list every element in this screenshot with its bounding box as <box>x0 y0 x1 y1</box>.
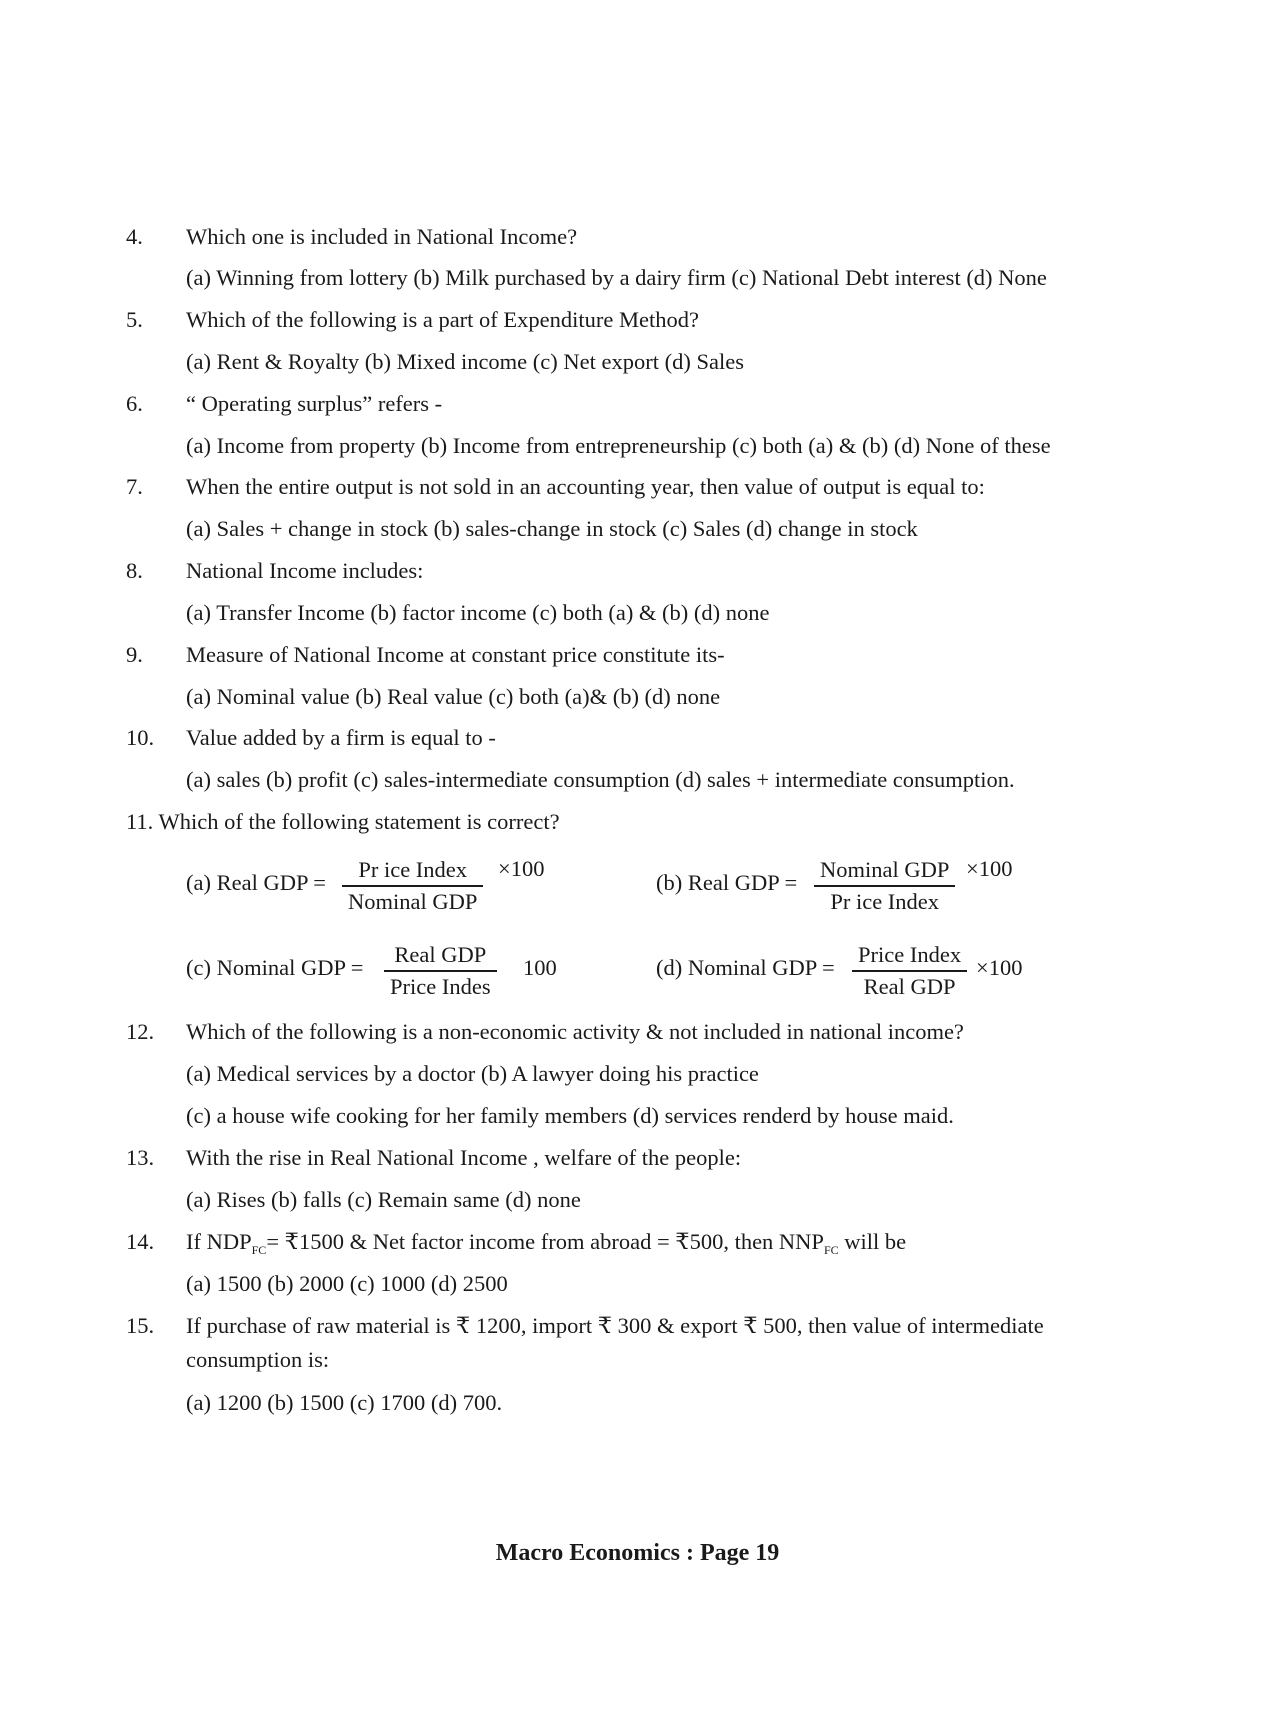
question-text: If purchase of raw material is ₹ 1200, import ₹ 300 & export ₹ 500, then value of intermediate <box>186 1313 1044 1338</box>
question-number: 9. <box>126 642 143 667</box>
question-12-options-line1: (a) Medical services by a doctor (b) A lawyer doing his practice <box>186 1061 759 1086</box>
question-8-options: (a) Transfer Income (b) factor income (c) both (a) & (b) (d) none <box>186 600 770 625</box>
question-text: National Income includes: <box>186 558 424 583</box>
question-text: Which of the following is a part of Expenditure Method? <box>186 307 699 332</box>
question-text: Which one is included in National Income? <box>186 224 578 249</box>
page-footer <box>0 1540 1275 1567</box>
question-text: With the rise in Real National Income , welfare of the people: <box>186 1145 742 1170</box>
question-number: 7. <box>126 474 143 499</box>
page-number: Page 19 <box>699 1540 780 1566</box>
question-text: “ Operating surplus” refers - <box>186 391 443 416</box>
question-text: Measure of National Income at constant price constitute its- <box>186 642 725 667</box>
question-number: 14. <box>126 1229 155 1254</box>
question-13-options: (a) Rises (b) falls (c) Remain same (d) none <box>186 1187 581 1212</box>
q14-text-part3: will be <box>838 1229 907 1254</box>
question-number: 5. <box>126 307 143 332</box>
question-text <box>186 1227 906 1265</box>
formula-label: (d) Nominal GDP = <box>656 955 835 980</box>
q14-text-part2: = ₹1500 & Net factor income from abroad = ₹500, then NNP <box>266 1229 824 1254</box>
multiplier: ×100 <box>966 856 1013 881</box>
question-10-options: (a) sales (b) profit (c) sales-intermediate consumption (d) sales + intermediate consumption. <box>186 767 1015 792</box>
question-number: 13. <box>126 1145 155 1170</box>
subscript-fc: FC <box>823 1243 839 1257</box>
footer-separator: : <box>685 1540 694 1566</box>
numerator: Real GDP <box>394 942 487 967</box>
q14-text-part1: If NDP <box>186 1229 252 1254</box>
question-12-options-line2: (c) a house wife cooking for her family members (d) services renderd by house maid. <box>186 1103 954 1128</box>
subscript-fc: FC <box>251 1243 267 1257</box>
question-6-options: (a) Income from property (b) Income from entrepreneurship (c) both (a) & (b) (d) None of these <box>186 433 1051 458</box>
denominator: Real GDP <box>863 973 956 999</box>
question-number: 10. <box>126 725 155 750</box>
denominator: Price Indes <box>390 973 491 999</box>
question-text: Value added by a firm is equal to - <box>186 725 496 750</box>
fraction <box>852 940 967 1002</box>
question-number: 15. <box>126 1313 155 1338</box>
footer-title: Macro Economics <box>495 1540 680 1566</box>
denominator: Nominal GDP <box>348 888 478 914</box>
question-text: 11. Which of the following statement is correct? <box>126 809 560 834</box>
question-number: 6. <box>126 391 143 416</box>
fraction <box>342 855 483 917</box>
question-5-options: (a) Rent & Royalty (b) Mixed income (c) Net export (d) Sales <box>186 349 744 374</box>
question-4-options: (a) Winning from lottery (b) Milk purchased by a dairy firm (c) National Debt interest (d) None <box>186 265 1047 290</box>
question-text: When the entire output is not sold in an accounting year, then value of output is equal to: <box>186 474 985 499</box>
formula-label: (c) Nominal GDP = <box>186 955 364 980</box>
multiplier: ×100 <box>976 955 1023 980</box>
fraction <box>384 940 497 1002</box>
question-14-options: (a) 1500 (b) 2000 (c) 1000 (d) 2500 <box>186 1271 508 1296</box>
question-15-options: (a) 1200 (b) 1500 (c) 1700 (d) 700. <box>186 1390 503 1415</box>
question-number: 4. <box>126 224 143 249</box>
question-text: Which of the following is a non-economic activity & not included in national income? <box>186 1019 964 1044</box>
numerator: Pr ice Index <box>358 857 468 882</box>
question-15-text-line2: consumption is: <box>186 1347 330 1372</box>
question-number: 8. <box>126 558 143 583</box>
numerator: Nominal GDP <box>820 857 950 882</box>
denominator: Pr ice Index <box>830 888 940 914</box>
question-7-options: (a) Sales + change in stock (b) sales-change in stock (c) Sales (d) change in stock <box>186 516 918 541</box>
fraction <box>814 855 955 917</box>
multiplier: 100 <box>523 955 557 980</box>
question-number: 12. <box>126 1019 155 1044</box>
formula-label: (b) Real GDP = <box>656 870 798 895</box>
multiplier: ×100 <box>498 856 545 881</box>
numerator: Price Index <box>858 942 962 967</box>
formula-label: (a) Real GDP = <box>186 870 326 895</box>
question-11 <box>126 807 1156 837</box>
question-9-options: (a) Nominal value (b) Real value (c) both (a)& (b) (d) none <box>186 684 721 709</box>
